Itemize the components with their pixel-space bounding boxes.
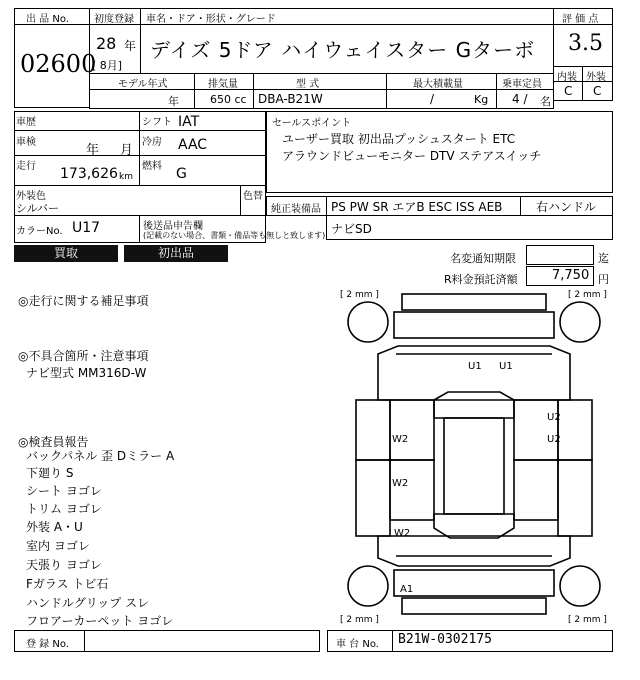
recycle-label: R料金預託済額 bbox=[444, 273, 518, 286]
tire-rear-left-label: [ 2 mm ] bbox=[340, 615, 379, 624]
inspector-item: 室内 ヨゴレ bbox=[26, 539, 90, 553]
rear-window bbox=[434, 514, 514, 538]
tire-front-right-label: [ 2 mm ] bbox=[568, 290, 607, 300]
buy-badge: 買取 bbox=[14, 245, 118, 262]
reg-month: [ 8月] bbox=[92, 59, 123, 72]
model-year-label: モデル年式 bbox=[118, 79, 168, 90]
mileage-label: 走行 bbox=[16, 161, 36, 172]
displacement-label: 排気量 bbox=[208, 79, 238, 90]
sales-point-label: セールスポイント bbox=[272, 118, 352, 129]
sales-point-line1: ユーザー買取 初出品プッシュスタート ETC bbox=[282, 132, 516, 146]
damage-mark: U2 bbox=[547, 434, 561, 445]
inspector-item: トリム ヨゴレ bbox=[26, 502, 102, 516]
right-front-fender bbox=[558, 400, 592, 460]
interior-label: 内装 bbox=[557, 72, 577, 83]
ac-label: 冷房 bbox=[142, 137, 162, 148]
name-change-label: 名変通知期限 bbox=[450, 252, 516, 265]
exterior-label: 外装 bbox=[586, 72, 606, 83]
right-front-door bbox=[514, 400, 558, 460]
exterior-value: C bbox=[593, 84, 602, 98]
name-change-unit: 迄 bbox=[598, 252, 609, 265]
left-front-door bbox=[390, 400, 434, 460]
navi-value: ナビSD bbox=[331, 222, 372, 236]
rear-bumper-lower bbox=[394, 570, 554, 596]
recycle-value: 7,750 bbox=[552, 268, 590, 283]
inspector-item: 下廻り S bbox=[26, 466, 74, 480]
left-rear-quarter bbox=[356, 460, 390, 536]
displacement-value: 650 cc bbox=[210, 93, 247, 106]
damage-mark: U1 bbox=[499, 361, 513, 372]
left-rear-door bbox=[390, 460, 434, 520]
reg-docs-note: (記載のない場合、書類・備品等も無しと致します) bbox=[143, 231, 326, 240]
sales-point-line2: アラウンドビューモニター DTV ステアスイッチ bbox=[282, 149, 542, 163]
grade-label: 評 価 点 bbox=[562, 14, 599, 25]
damage-mark: W2 bbox=[392, 434, 409, 445]
car-title: デイズ 5ドア ハイウェイスター Gターボ bbox=[150, 38, 536, 62]
inspector-item: シート ヨゴレ bbox=[26, 484, 102, 498]
fuel-value: G bbox=[176, 166, 187, 182]
tire-front-left-label: [ 2 mm ] bbox=[340, 290, 379, 300]
model-year-unit: 年 bbox=[168, 95, 179, 108]
damage-mark: A1 bbox=[400, 584, 414, 595]
windshield bbox=[434, 392, 514, 418]
handle-value: 右ハンドル bbox=[536, 200, 597, 214]
reg-no-label: 登 録 No. bbox=[26, 639, 69, 650]
mileage-value: 173,626 bbox=[60, 166, 118, 182]
right-rear-quarter bbox=[558, 460, 592, 536]
name-change-box bbox=[526, 245, 594, 265]
interior-value: C bbox=[564, 84, 573, 98]
ext-color-label: 外装色 bbox=[16, 191, 46, 202]
tire-front-right bbox=[560, 302, 600, 342]
recycle-unit: 円 bbox=[598, 273, 609, 286]
shift-value: IAT bbox=[178, 114, 200, 130]
front-bumper bbox=[402, 294, 546, 310]
car-damage-diagram bbox=[338, 288, 610, 624]
max-load-label: 最大積載量 bbox=[413, 79, 463, 90]
inspector-item: バックパネル 歪 Dミラー A bbox=[26, 449, 175, 463]
inspector-item: フロアーカーペット ヨゴレ bbox=[26, 614, 174, 628]
chassis-value: B21W-0302175 bbox=[398, 632, 492, 647]
color-no-label: カラーNo. bbox=[16, 226, 63, 237]
tire-rear-left bbox=[348, 566, 388, 606]
damage-mark: U1 bbox=[468, 361, 482, 372]
history-label: 車歴 bbox=[16, 117, 36, 128]
mileage-unit: km bbox=[119, 172, 133, 182]
inspection-year: 年 bbox=[86, 143, 100, 158]
damage-mark: W2 bbox=[394, 528, 411, 539]
grade-value: 3.5 bbox=[568, 31, 603, 56]
damage-mark: U2 bbox=[547, 412, 561, 423]
roof bbox=[444, 418, 504, 514]
tailgate bbox=[378, 536, 570, 566]
capacity-unit: 名 bbox=[540, 95, 551, 108]
reg-year-unit: 年 bbox=[124, 39, 137, 53]
equipment-value: PS PW SR エアB ESC ISS AEB bbox=[331, 200, 503, 214]
defects-title: ◎不具合箇所・注意事項 bbox=[18, 349, 149, 363]
car-name-label: 車名・ドア・形状・グレード bbox=[146, 14, 276, 25]
inspector-item: ハンドルグリップ スレ bbox=[26, 596, 150, 610]
first-listing-badge: 初出品 bbox=[124, 245, 228, 262]
lot-number: 02600 bbox=[20, 50, 97, 78]
driving-notes-title: ◎走行に関する補足事項 bbox=[18, 294, 149, 308]
tire-rear-right bbox=[560, 566, 600, 606]
fuel-label: 燃料 bbox=[142, 161, 162, 172]
left-front-fender bbox=[356, 400, 390, 460]
front-bumper-lower bbox=[394, 312, 554, 338]
shift-label: シフト bbox=[142, 117, 172, 128]
chassis-label: 車 台 No. bbox=[336, 639, 379, 650]
type-label: 型 式 bbox=[296, 79, 320, 90]
defects-line: ナビ型式 MM316D-W bbox=[26, 366, 147, 380]
max-load-value: / bbox=[430, 92, 435, 106]
inspection-month: 月 bbox=[120, 143, 134, 158]
inspector-item: 外装 A・U bbox=[26, 520, 83, 534]
rear-bumper bbox=[402, 598, 546, 614]
ac-value: AAC bbox=[178, 137, 208, 153]
first-reg-label: 初度登録 bbox=[94, 14, 134, 25]
capacity-value: 4 / bbox=[512, 92, 528, 106]
color-change-label: 色替 bbox=[243, 191, 263, 202]
tire-rear-right-label: [ 2 mm ] bbox=[568, 615, 607, 624]
inspector-item: Fガラス トビ石 bbox=[26, 577, 109, 591]
inspector-title: ◎検査員報告 bbox=[18, 435, 89, 449]
reg-docs-label: 後送品申告欄 bbox=[143, 221, 203, 232]
damage-mark: W2 bbox=[392, 478, 409, 489]
equipment-label: 純正装備品 bbox=[271, 204, 321, 215]
capacity-label: 乗車定員 bbox=[502, 79, 542, 90]
reg-year: 28 bbox=[96, 34, 117, 53]
type-value: DBA-B21W bbox=[258, 92, 323, 106]
lot-number-label: 出 品 No. bbox=[26, 14, 69, 25]
inspection-label: 車検 bbox=[16, 137, 36, 148]
color-no-value: U17 bbox=[72, 220, 101, 236]
right-rear-door bbox=[514, 460, 558, 520]
max-load-unit: Kg bbox=[474, 93, 489, 106]
tire-front-left bbox=[348, 302, 388, 342]
ext-color-value: シルバー bbox=[16, 202, 59, 215]
inspector-item: 天張り ヨゴレ bbox=[26, 558, 102, 572]
